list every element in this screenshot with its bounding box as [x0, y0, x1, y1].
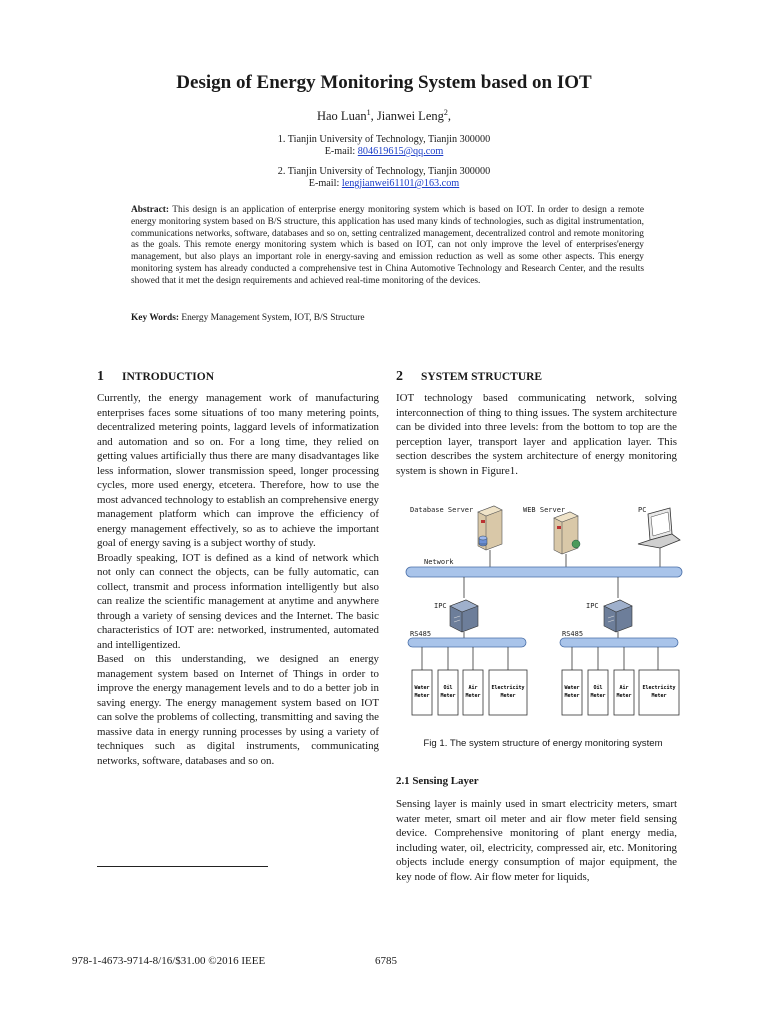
meter-label: Water	[564, 685, 580, 691]
pc-label: PC	[638, 506, 647, 514]
system-structure-figure	[398, 498, 688, 728]
laptop-icon	[638, 508, 680, 548]
meter-label: Meter	[616, 693, 632, 699]
section-1-body	[97, 391, 379, 768]
ipc-label: IPC	[434, 602, 447, 610]
meter-box-electricity	[489, 670, 527, 715]
network-bus	[406, 567, 682, 577]
subsection-2-1-heading: 2.1 Sensing Layer	[396, 775, 479, 787]
author-name: Jianwei Leng	[376, 109, 444, 124]
meter-box-air	[614, 670, 634, 715]
affiliation-line: 2. Tianjin University of Technology, Tianjin 300000	[277, 166, 491, 177]
meter-label: Air	[468, 685, 478, 691]
meter-box-oil	[438, 670, 458, 715]
email-label: E-mail:	[308, 178, 342, 189]
paragraph: Sensing layer is mainly used in smart electricity meters, smart water meter, smart oil meter and air flow meter field sensing device. Comprehensive monitoring of plant energy media, including water, oil, electricity, compressed air, etc. Monitoring objects include energy consumption of major equipment, the key node of flow. Air flow meter for liquids,	[396, 798, 677, 883]
ipc-device-icon	[604, 600, 632, 632]
paragraph: Based on this understanding, we designed an energy management system based on Internet of Things in order to improve the energy management levels and to do a better job in saving energy. The energy management system based on IOT can solve the problems of collecting, transmitting and saving the massive data in energy running processes by using a variety of techniques such as digital instruments, communicating networks, software, databases and so on.	[97, 653, 379, 767]
section-title: SYSTEM STRUCTURE	[421, 371, 543, 383]
meter-box-oil	[588, 670, 608, 715]
meter-box-water	[412, 670, 432, 715]
section-2-heading	[396, 369, 542, 385]
email-label: E-mail:	[324, 146, 358, 157]
author-affil-mark: 1	[366, 108, 371, 117]
meter-label: Air	[619, 685, 629, 691]
meter-label: Oil	[443, 685, 453, 691]
paragraph: IOT technology based communicating network, solving interconnection of thing to thing issues. The system architecture can be divided into three levels: from the bottom to top are the perception layer, transport layer and application layer. This section describes the system architecture of energy monitoring system is shown in Figure1.	[396, 392, 677, 477]
ipc-device-icon	[450, 600, 478, 632]
meter-label: Meter	[590, 693, 606, 699]
meter-box-water	[562, 670, 582, 715]
page-number: 6785	[375, 955, 397, 967]
meter-box-air	[463, 670, 483, 715]
subsection-2-1-body	[396, 797, 677, 884]
footnote-divider	[97, 866, 268, 867]
database-server-label: Database Server	[410, 506, 474, 514]
section-number: 1	[97, 369, 104, 384]
section-2-body	[396, 391, 677, 478]
email-link[interactable]: lengjianwei61101@163.com	[341, 178, 460, 189]
section-title: INTRODUCTION	[122, 371, 215, 383]
meter-label: Meter	[440, 693, 456, 699]
copyright-footer: 978-1-4673-9714-8/16/$31.00 ©2016 IEEE	[72, 955, 266, 967]
rs485-bus	[408, 638, 526, 647]
abstract-label: Abstract:	[131, 205, 170, 215]
paper-title: Design of Energy Monitoring System based on IOT	[176, 72, 592, 93]
meter-box-electricity	[639, 670, 679, 715]
paragraph: Currently, the energy management work of manufacturing enterprises faces some situations of too many metering points, decentralized metering points, laggard levels of informatization and automation and so on. For a long time, they relied on getting values artificially thus there are many disadvantages like less information, slower transmission speed, longer processing cycles, more used energy, etcetera. Therefore, how to use the most advanced technology to establish an comprehensive energy management platform which can improve the efficiency of energy management effectively, so as to achieve the important goal of energy saving is a subject worthy of study.	[97, 392, 379, 549]
meter-label: Water	[414, 685, 430, 691]
affiliation-line: 1. Tianjin University of Technology, Tianjin 300000	[277, 134, 491, 145]
section-number: 2	[396, 369, 403, 384]
meter-label: Electricity	[642, 685, 676, 691]
affiliation-1	[0, 134, 768, 158]
keywords-text: Energy Management System, IOT, B/S Structure	[179, 313, 365, 323]
figure-caption: Fig 1. The system structure of energy monitoring system	[423, 738, 663, 749]
meter-label: Meter	[564, 693, 580, 699]
affiliation-2	[0, 166, 768, 190]
meter-label: Meter	[414, 693, 430, 699]
meter-label: Meter	[500, 693, 516, 699]
email-link[interactable]: 804619615@qq.com	[357, 146, 444, 157]
web-server-label: WEB Server	[523, 506, 566, 514]
web-server-icon	[554, 512, 580, 554]
meter-label: Oil	[593, 685, 603, 691]
authors: Hao Luan$^1$, Jianwei Leng$^2$,	[316, 108, 451, 124]
keywords-label: Key Words:	[131, 313, 180, 323]
abstract	[131, 205, 644, 288]
network-label: Network	[424, 558, 454, 566]
keywords	[131, 313, 644, 323]
author-affil-mark: 2	[443, 108, 448, 117]
section-1-heading	[97, 369, 214, 385]
database-server-icon	[478, 506, 502, 550]
rs485-bus	[560, 638, 678, 647]
abstract-text: This design is an application of enterprise energy monitoring system which is based on IOT. In order to design a remote energy monitoring system based on B/S structure, this application has used many kinds of technologies, such as digital instrumentation, communications networks, software, databases and so on, setting centralized management, decentralized control and remote monitoring as the goals. This remote energy monitoring system which is based on IOT, can not only improve the level of enterprises'energy management, but also plays an important role in energy-saving and emission reduction as well as some other aspects. This energy monitoring system has already conducted a comprehensive test in China Automotive Technology and Research Center, and the results showed that it met the design requirements and achieved real-time monitoring of the devices.	[131, 205, 644, 286]
rs485-label: RS485	[410, 630, 432, 638]
paragraph: Broadly speaking, IOT is defined as a kind of network which not only can connect the objects, can be fully automatic, can collect, transmit and process information intelligently but also can realize the scientific management at anytime and anywhere through a variety of sensing devices and the Internet. The basic characteristics of IOT are: networked, instrumented, automated and intelligentized.	[97, 551, 379, 651]
meter-label: Electricity	[491, 685, 525, 691]
meter-label: Meter	[651, 693, 667, 699]
ipc-label: IPC	[586, 602, 599, 610]
rs485-label: RS485	[562, 630, 584, 638]
author-name: Hao Luan	[316, 109, 367, 124]
meter-label: Meter	[465, 693, 481, 699]
